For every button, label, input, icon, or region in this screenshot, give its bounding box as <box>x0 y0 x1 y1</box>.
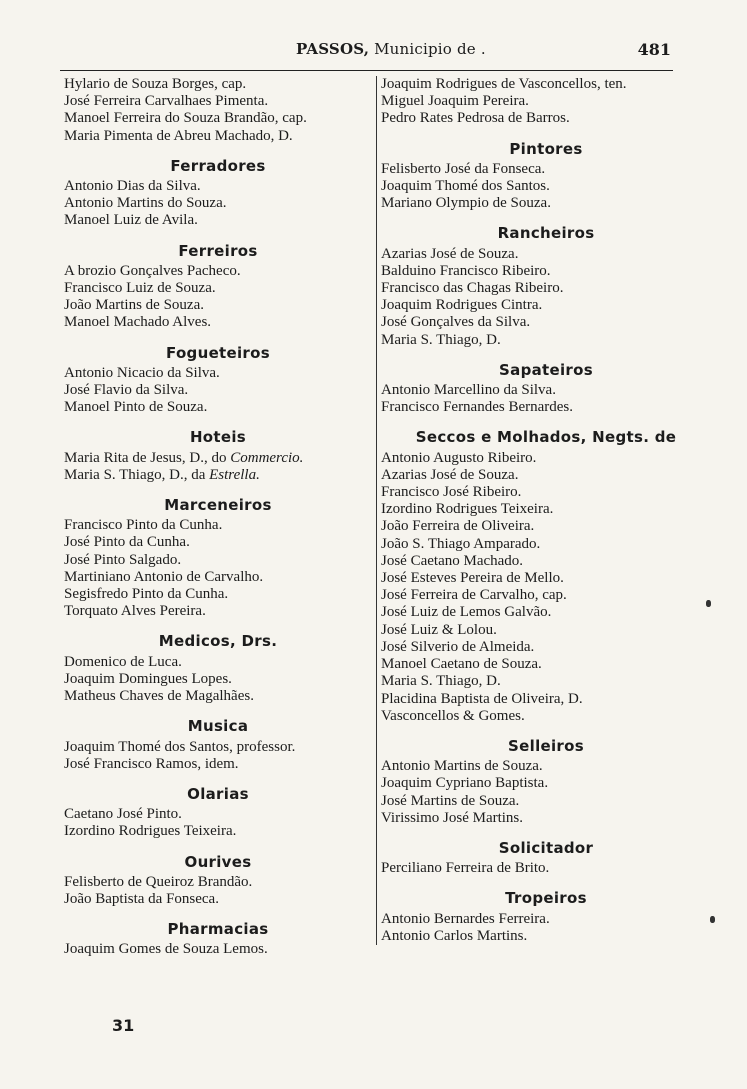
directory-entry: Felisberto José da Fonseca. <box>381 160 546 177</box>
header-town: PASSOS, <box>296 40 370 58</box>
directory-entry: Izordino Rodrigues Teixeira. <box>381 501 554 518</box>
section-title: Seccos e Molhados, Negts. de <box>415 428 677 447</box>
directory-entry: Perciliano Ferreira de Brito. <box>381 860 550 877</box>
directory-section <box>64 718 372 773</box>
directory-section <box>64 76 372 145</box>
directory-entry: Maria Pimenta de Abreu Machado, D. <box>64 127 293 144</box>
directory-entry: Francisco das Chagas Ribeiro. <box>381 280 564 297</box>
directory-entry: José Flavio da Silva. <box>64 382 189 399</box>
directory-section <box>381 362 711 417</box>
directory-entry: Manoel Caetano de Souza. <box>381 656 542 673</box>
section-title: Musica <box>187 717 249 736</box>
section-title: Sapateiros <box>499 360 593 379</box>
directory-entry: Antonio Bernardes Ferreira. <box>381 910 550 927</box>
directory-section <box>64 633 372 705</box>
directory-entry: Segisfredo Pinto da Cunha. <box>64 586 229 603</box>
directory-entry: Joaquim Domingues Lopes. <box>64 670 232 687</box>
section-title: Ourives <box>184 852 252 871</box>
directory-section <box>64 854 372 909</box>
directory-entry: José Ferreira de Carvalho, cap. <box>381 587 567 604</box>
header-municipio: Municipio de . <box>369 40 486 58</box>
directory-section <box>64 158 372 230</box>
section-title: Hoteis <box>189 428 247 447</box>
directory-entry: José Francisco Ramos, idem. <box>64 755 239 772</box>
directory-entry: Caetano José Pinto. <box>64 806 182 823</box>
directory-section <box>64 497 372 620</box>
directory-entry: Maria S. Thiago, D. <box>381 673 501 690</box>
directory-section <box>381 738 711 827</box>
directory-entry: Antonio Carlos Martins. <box>381 927 528 944</box>
running-header <box>60 36 673 71</box>
directory-entry: Antonio Martins do Souza. <box>64 195 227 212</box>
directory-entry: Francisco Pinto da Cunha. <box>64 517 223 534</box>
section-title: Solicitador <box>498 838 594 857</box>
directory-entry: José Pinto da Cunha. <box>64 534 190 551</box>
section-title: Tropeiros <box>505 889 587 908</box>
directory-entry: José Luiz de Lemos Galvão. <box>381 604 552 621</box>
directory-entry: Francisco José Ribeiro. <box>381 484 522 501</box>
directory-entry: João Ferreira de Oliveira. <box>381 518 535 535</box>
directory-entry: João Martins de Souza. <box>64 297 204 314</box>
section-title: Olarias <box>187 784 249 803</box>
directory-section <box>381 76 711 128</box>
section-title: Rancheiros <box>497 224 595 243</box>
directory-section <box>64 243 372 332</box>
directory-entry: Miguel Joaquim Pereira. <box>381 93 529 110</box>
directory-section <box>64 786 372 841</box>
directory-entry: Joaquim Cypriano Baptista. <box>381 775 549 792</box>
directory-section <box>64 429 372 484</box>
section-title: Marceneiros <box>164 496 272 515</box>
directory-entry: Manoel Luiz de Avila. <box>64 212 198 229</box>
directory-entry: Manoel Pinto de Souza. <box>64 399 208 416</box>
directory-entry: Pedro Rates Pedrosa de Barros. <box>381 110 570 127</box>
directory-entry: José Esteves Pereira de Mello. <box>381 570 564 587</box>
directory-entry: Antonio Augusto Ribeiro. <box>381 449 537 466</box>
page-number: 481 <box>637 40 671 59</box>
directory-entry: José Pinto Salgado. <box>64 551 182 568</box>
directory-entry: José Gonçalves da Silva. <box>381 314 531 331</box>
directory-section <box>381 225 711 348</box>
section-title: Selleiros <box>508 736 584 755</box>
ink-blot <box>706 600 711 607</box>
directory-entry: Domenico de Luca. <box>64 653 182 670</box>
directory-entry: Virissimo José Martins. <box>381 809 524 826</box>
section-title: Ferradores <box>170 156 266 175</box>
directory-entry: Maria S. Thiago, D. <box>381 331 501 348</box>
directory-entry: Torquato Alves Pereira. <box>64 603 206 620</box>
directory-entry: Martiniano Antonio de Carvalho. <box>64 568 264 585</box>
directory-entry: Izordino Rodrigues Teixeira. <box>64 823 237 840</box>
directory-entry: Manoel Ferreira do Souza Brandão, cap. <box>64 110 307 127</box>
directory-entry: Hylario de Souza Borges, cap. <box>64 76 247 92</box>
directory-entry: José Ferreira Carvalhaes Pimenta. <box>64 93 269 110</box>
signature-mark: 31 <box>112 1016 135 1035</box>
directory-entry: Maria Rita de Jesus, D., do Commercio. <box>64 449 304 466</box>
ink-blot <box>710 916 715 923</box>
directory-entry: Joaquim Rodrigues de Vasconcellos, ten. <box>381 76 627 92</box>
directory-entry: José Martins de Souza. <box>381 792 520 809</box>
directory-section <box>381 840 711 877</box>
section-title: Medicos, Drs. <box>158 632 278 651</box>
directory-entry: Felisberto de Queiroz Brandão. <box>64 873 253 890</box>
section-title: Fogueteiros <box>166 343 270 362</box>
directory-entry: Joaquim Gomes de Souza Lemos. <box>64 941 268 958</box>
directory-entry: Manoel Machado Alves. <box>64 314 212 331</box>
directory-entry: Joaquim Thomé dos Santos. <box>381 178 550 195</box>
directory-entry: Mariano Olympio de Souza. <box>381 195 551 212</box>
directory-entry: Vasconcellos & Gomes. <box>381 707 525 724</box>
directory-entry: Joaquim Thomé dos Santos, professor. <box>64 738 296 755</box>
directory-entry: Francisco Fernandes Bernardes. <box>381 399 574 416</box>
directory-entry: Matheus Chaves de Magalhães. <box>64 688 254 705</box>
directory-section <box>381 429 711 724</box>
directory-entry: Antonio Marcellino da Silva. <box>381 382 556 399</box>
directory-entry: João Baptista da Fonseca. <box>64 890 219 907</box>
directory-section <box>381 141 711 213</box>
directory-entry: Antonio Martins de Souza. <box>381 758 543 775</box>
directory-entry: José Silverio de Almeida. <box>381 638 535 655</box>
directory-entry: Placidina Baptista de Oliveira, D. <box>381 690 583 707</box>
directory-section <box>64 921 372 958</box>
directory-entry: Azarias José de Souza. <box>381 245 519 262</box>
section-title: Pintores <box>509 139 583 158</box>
section-title: Pharmacias <box>167 920 269 939</box>
directory-entry: A brozio Gonçalves Pacheco. <box>64 262 241 279</box>
directory-entry: Antonio Nicacio da Silva. <box>64 364 220 381</box>
directory-entry: Balduino Francisco Ribeiro. <box>381 262 551 279</box>
directory-entry: Francisco Luiz de Souza. <box>64 280 216 297</box>
directory-entry: Maria S. Thiago, D., da Estrella. <box>64 466 260 483</box>
directory-entry: José Luiz & Lolou. <box>381 621 497 638</box>
directory-section <box>381 890 711 945</box>
directory-entry: João S. Thiago Amparado. <box>381 535 541 552</box>
directory-entry: José Caetano Machado. <box>381 552 524 569</box>
directory-section <box>64 345 372 417</box>
header-title <box>296 40 486 58</box>
directory-entry: Antonio Dias da Silva. <box>64 178 201 195</box>
right-column <box>376 76 711 945</box>
left-column <box>64 76 372 959</box>
directory-entry: Azarias José de Souza. <box>381 466 519 483</box>
directory-entry: Joaquim Rodrigues Cintra. <box>381 297 543 314</box>
section-title: Ferreiros <box>178 241 258 260</box>
